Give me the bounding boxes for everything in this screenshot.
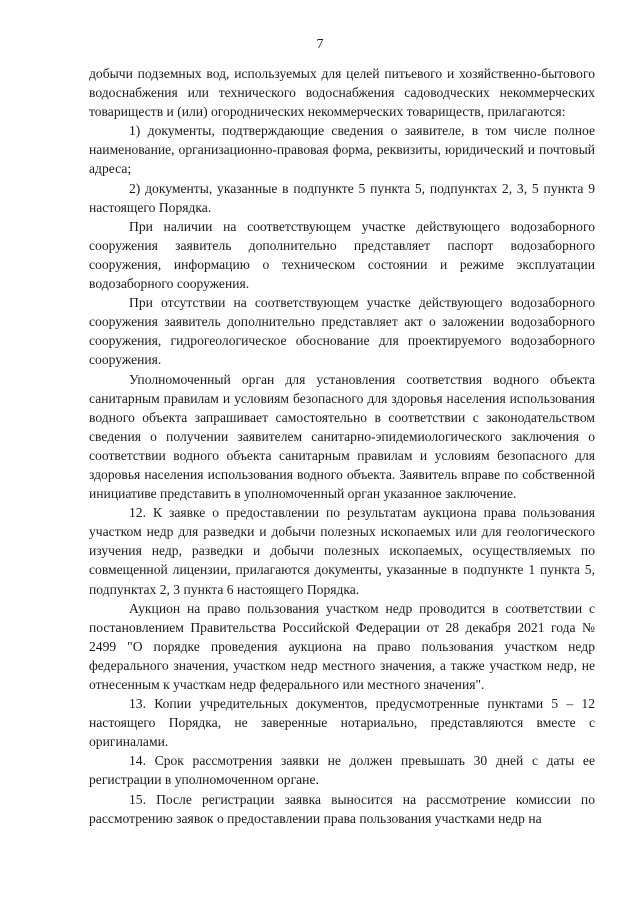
paragraph-12: 12. К заявке о предоставлении по результатам аукциона права пользования участком недр для разведки и добычи полезных ископаемых или для геологического изучения недр, разведки и добычи полезных ископаемых, осуществляемых по совмещенной лицензии, прилагаются документы, указанные в подпункте 1 пункта 5, подпунктах 2, 3 пункта 6 настоящего Порядка.	[89, 505, 595, 597]
paragraph-auction: Аукцион на право пользования участком недр проводится в соответствии с постановлением Правительства Российской Федерации от 28 декабря 2021 года № 2499 "О порядке проведения аукциона на право пользования участком недр федерального значения, участком недр местного значения, а также участком недр, не отнесенным к участкам недр федерального или местного значения".	[89, 600, 595, 692]
paragraph-no-well: При отсутствии на соответствующем участке действующего водозаборного сооружения заявитель дополнительно представляет акт о заложении водозаборного сооружения, гидрогеологическое обоснование для проектируемого водозаборного сооружения.	[89, 295, 595, 368]
paragraph-13: 13. Копии учредительных документов, предусмотренные пунктами 5 – 12 настоящего Порядка, не заверенные нотариально, представляются вместе с оригиналами.	[89, 696, 595, 750]
list-item-2: 2) документы, указанные в подпункте 5 пункта 5, подпунктах 2, 3, 5 пункта 9 настоящего Порядка.	[89, 180, 595, 215]
paragraph-continuation: добычи подземных вод, используемых для целей питьевого и хозяйственно-бытового водоснабжения или технического водоснабжения садоводческих некоммерческих товариществ и (или) огороднических некоммерческих товариществ, прилагаются:	[89, 66, 595, 120]
document-body	[89, 64, 595, 828]
paragraph-15: 15. После регистрации заявка выносится на рассмотрение комиссии по рассмотрению заявок о предоставлении права пользования участками недр на	[89, 791, 595, 826]
paragraph-sanitary: Уполномоченный орган для установления соответствия водного объекта санитарным правилам и условиям безопасного для здоровья населения использования водного объекта запрашивает самостоятельно в соответствии с законодательством сведения о получении заявителем санитарно-эпидемиологического заключения о соответствии водного объекта санитарным правилам и условиям безопасного для здоровья населения использования водного объекта. Заявитель вправе по собственной инициативе представить в уполномоченный орган указанное заключение.	[89, 371, 595, 502]
list-item-1: 1) документы, подтверждающие сведения о заявителе, в том числе полное наименование, организационно-правовая форма, реквизиты, юридический и почтовый адреса;	[89, 123, 595, 177]
page-number: 7	[316, 36, 324, 51]
paragraph-existing-well: При наличии на соответствующем участке действующего водозаборного сооружения заявитель дополнительно представляет паспорт водозаборного сооружения, информацию о техническом состоянии и режиме эксплуатации водозаборного сооружения.	[89, 218, 595, 292]
paragraph-14: 14. Срок рассмотрения заявки не должен превышать 30 дней с даты ее регистрации в уполномоченном органе.	[89, 753, 595, 788]
